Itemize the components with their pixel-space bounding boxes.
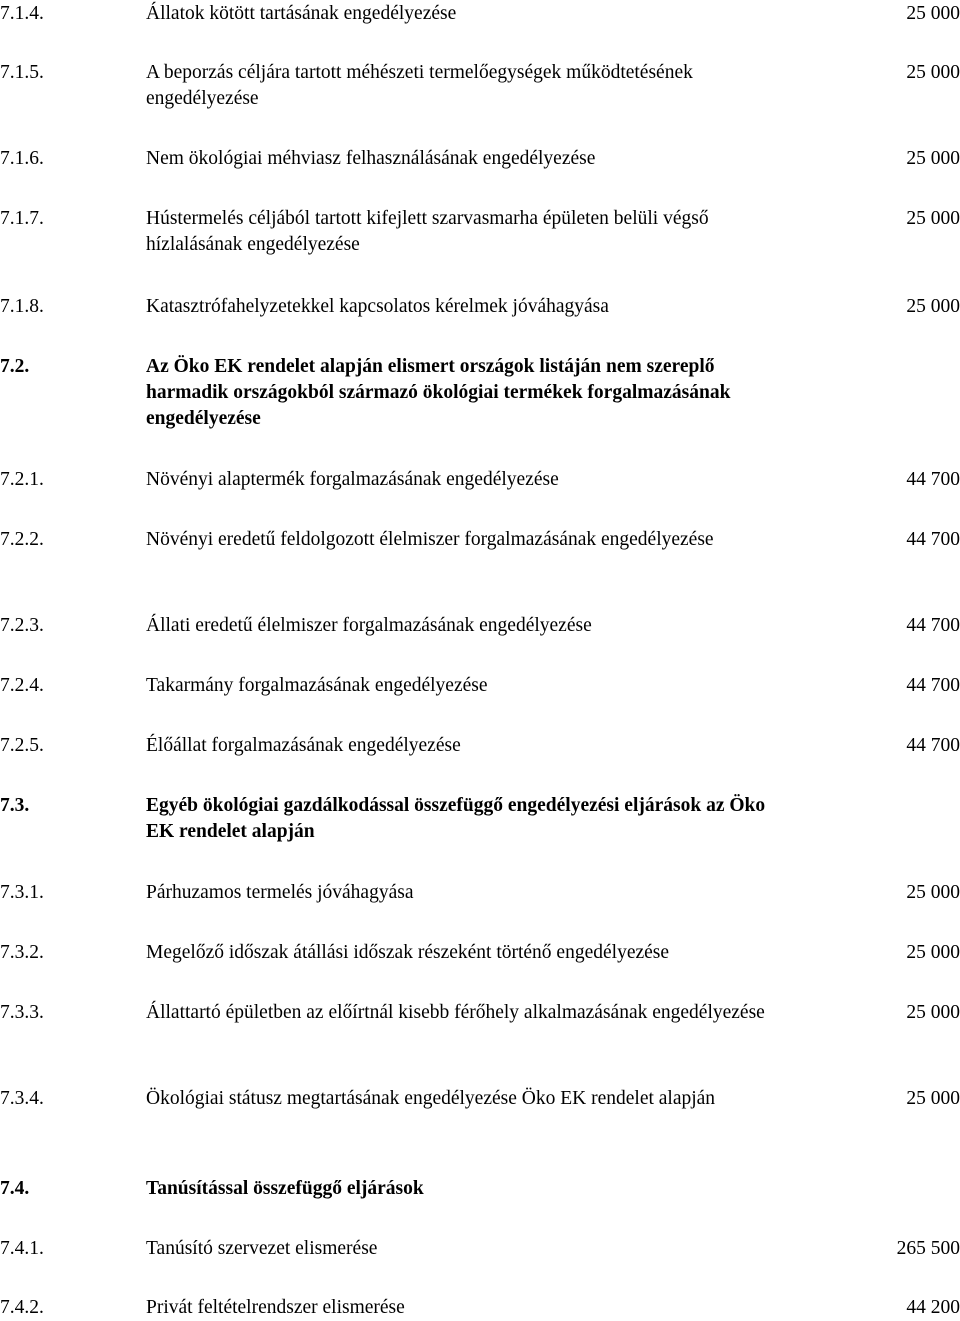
item-fee: 25 000 [906, 208, 960, 229]
item-fee: 44 700 [906, 529, 960, 550]
item-description: Tanúsító szervezet elismerése [146, 1238, 378, 1259]
item-code: 7.4.1. [0, 1238, 44, 1259]
item-code: 7.2.5. [0, 735, 44, 756]
section-title: Tanúsítással összefüggő eljárások [146, 1178, 424, 1199]
item-description: Állati eredetű élelmiszer forgalmazásának engedélyezése [146, 615, 592, 636]
item-description: Ökológiai státusz megtartásának engedélyezése Öko EK rendelet alapján [146, 1088, 716, 1109]
item-fee: 44 700 [906, 469, 960, 490]
section-code: 7.3. [0, 795, 30, 816]
item-description: Élőállat forgalmazásának engedélyezése [146, 735, 461, 756]
item-description: Párhuzamos termelés jóváhagyása [146, 882, 414, 903]
item-description: Növényi alaptermék forgalmazásának engedélyezése [146, 469, 559, 490]
item-description: Állattartó épületben az előírtnál kisebb férőhely alkalmazásának engedélyezése [146, 1002, 765, 1023]
item-code: 7.3.3. [0, 1002, 44, 1023]
item-description: Privát feltételrendszer elismerése [146, 1297, 405, 1318]
section-code: 7.2. [0, 356, 30, 377]
section-title: Egyéb ökológiai gazdálkodással összefüggő engedélyezési eljárások az Öko EK rendelet alapján [146, 795, 766, 842]
item-fee: 44 700 [906, 675, 960, 696]
item-description: Hústermelés céljából tartott kifejlett szarvasmarha épületen belüli végső hízlalásának engedélyezése [146, 208, 709, 255]
item-description: A beporzás céljára tartott méhészeti termelőegységek működtetésének engedélyezése [146, 62, 693, 109]
item-code: 7.1.8. [0, 296, 44, 317]
item-code: 7.2.1. [0, 469, 44, 490]
item-code: 7.4.2. [0, 1297, 44, 1318]
item-description: Állatok kötött tartásának engedélyezése [146, 3, 457, 24]
item-code: 7.1.6. [0, 148, 44, 169]
item-fee: 25 000 [906, 3, 960, 24]
item-fee: 25 000 [906, 1088, 960, 1109]
section-code: 7.4. [0, 1178, 30, 1199]
item-code: 7.3.2. [0, 942, 44, 963]
item-fee: 25 000 [906, 62, 960, 83]
item-fee: 44 700 [906, 615, 960, 636]
item-description: Növényi eredetű feldolgozott élelmiszer forgalmazásának engedélyezése [146, 529, 714, 550]
item-code: 7.1.4. [0, 3, 44, 24]
item-fee: 25 000 [906, 148, 960, 169]
item-code: 7.3.1. [0, 882, 44, 903]
item-fee: 44 700 [906, 735, 960, 756]
item-fee: 25 000 [906, 1002, 960, 1023]
item-description: Takarmány forgalmazásának engedélyezése [146, 675, 488, 696]
item-fee: 25 000 [906, 882, 960, 903]
item-code: 7.2.2. [0, 529, 44, 550]
item-fee: 25 000 [906, 942, 960, 963]
item-fee: 44 200 [906, 1297, 960, 1318]
item-code: 7.1.7. [0, 208, 44, 229]
item-fee: 265 500 [896, 1238, 960, 1259]
item-description: Katasztrófahelyzetekkel kapcsolatos kérelmek jóváhagyása [146, 296, 609, 317]
item-code: 7.1.5. [0, 62, 44, 83]
item-code: 7.3.4. [0, 1088, 44, 1109]
item-code: 7.2.3. [0, 615, 44, 636]
item-description: Megelőző időszak átállási időszak részeként történő engedélyezése [146, 942, 670, 963]
section-title: Az Öko EK rendelet alapján elismert országok listáján nem szereplő harmadik országokból származó ökológiai termékek forgalmazásának engedélyezése [146, 356, 731, 429]
item-fee: 25 000 [906, 296, 960, 317]
item-description: Nem ökológiai méhviasz felhasználásának engedélyezése [146, 148, 596, 169]
item-code: 7.2.4. [0, 675, 44, 696]
